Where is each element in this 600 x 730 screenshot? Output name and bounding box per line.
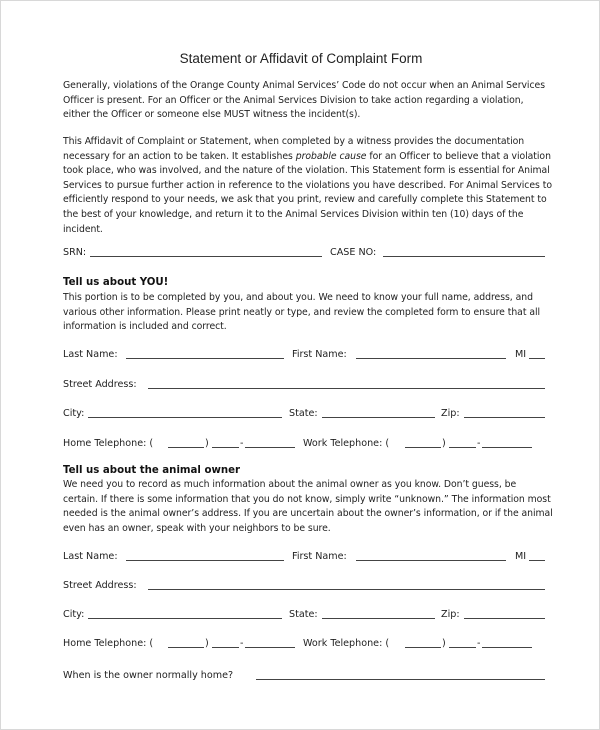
form-title: Statement or Affidavit of Complaint Form bbox=[179, 51, 423, 66]
you-city-field[interactable] bbox=[88, 417, 282, 418]
close-paren: ) bbox=[205, 638, 209, 649]
you-work-tel-number-field[interactable] bbox=[482, 447, 532, 448]
owner-city-field[interactable] bbox=[88, 618, 282, 619]
section-owner-heading: Tell us about the animal owner bbox=[63, 465, 241, 476]
you-mi-label: MI bbox=[515, 349, 527, 360]
owner-city-label: City: bbox=[63, 609, 85, 620]
owner-zip-field[interactable] bbox=[464, 618, 545, 619]
case-no-label: CASE NO: bbox=[330, 247, 377, 258]
you-work-tel-prefix-field[interactable] bbox=[449, 447, 476, 448]
intro-p2-text: This Affidavit of Complaint or Statement, when completed by a witness provides the documentation necessary for an action to be taken. It establishes bbox=[63, 136, 525, 162]
intro-p2-text-rest: for an Officer to believe that a violation took place, who was involved, and the nature of the violation. This Statement form is essential for Animal Services to pursue further action in reference to the violations you have described. For Animal Services to efficiently respond to your needs, we ask that you print, review and carefully complete this Statement to the best of your knowledge, and return it to the Animal Services Division within ten (10) days of the incident. bbox=[63, 150, 552, 235]
owner-home-tel-number-field[interactable] bbox=[245, 647, 295, 648]
ids-row bbox=[63, 244, 545, 258]
owner-normally-home-row bbox=[63, 667, 545, 681]
you-mi-field[interactable] bbox=[529, 358, 545, 359]
you-city-row bbox=[63, 405, 545, 419]
intro-paragraph-2 bbox=[63, 135, 553, 237]
owner-zip-label: Zip: bbox=[441, 609, 460, 620]
owner-work-tel-area-field[interactable] bbox=[405, 647, 441, 648]
you-state-field[interactable] bbox=[322, 417, 435, 418]
you-street-label: Street Address: bbox=[63, 379, 137, 390]
section-owner-text: We need you to record as much information about the animal owner as you know. Don’t guess, be certain. If there is some information that you do not know, simply write “unknown.” The information most needed is the animal owner’s address. If you are uncertain about the owner’s information, or if the animal even has an owner, speak with your neighbors to be sure. bbox=[63, 479, 553, 534]
you-first-name-field[interactable] bbox=[356, 358, 506, 359]
you-last-name-label: Last Name: bbox=[63, 349, 118, 360]
owner-street-label: Street Address: bbox=[63, 580, 137, 591]
dash: - bbox=[477, 638, 481, 649]
you-phone-row bbox=[63, 435, 545, 449]
you-first-name-label: First Name: bbox=[292, 349, 347, 360]
you-zip-label: Zip: bbox=[441, 408, 460, 419]
owner-home-tel-area-field[interactable] bbox=[168, 647, 204, 648]
case-no-field[interactable] bbox=[383, 256, 545, 257]
owner-first-name-label: First Name: bbox=[292, 551, 347, 562]
you-home-tel-area-field[interactable] bbox=[168, 447, 204, 448]
probable-cause-italic: probable cause bbox=[295, 150, 367, 162]
owner-phone-row bbox=[63, 635, 545, 649]
owner-street-row bbox=[63, 577, 545, 591]
you-street-field[interactable] bbox=[148, 388, 545, 389]
you-last-name-field[interactable] bbox=[126, 358, 284, 359]
owner-city-row bbox=[63, 606, 545, 620]
you-street-row bbox=[63, 376, 545, 390]
srn-field[interactable] bbox=[90, 256, 322, 257]
you-name-row bbox=[63, 346, 545, 360]
owner-first-name-field[interactable] bbox=[356, 560, 506, 561]
owner-state-label: State: bbox=[289, 609, 318, 620]
owner-last-name-field[interactable] bbox=[126, 560, 284, 561]
owner-last-name-label: Last Name: bbox=[63, 551, 118, 562]
close-paren: ) bbox=[442, 438, 446, 449]
owner-home-tel-prefix-field[interactable] bbox=[212, 647, 239, 648]
you-home-tel-label: Home Telephone: ( bbox=[63, 438, 154, 449]
you-home-tel-number-field[interactable] bbox=[245, 447, 295, 448]
section-you-heading: Tell us about YOU! bbox=[63, 277, 169, 288]
you-state-label: State: bbox=[289, 408, 318, 419]
owner-normally-home-field[interactable] bbox=[256, 679, 545, 680]
owner-work-tel-label: Work Telephone: ( bbox=[303, 638, 390, 649]
you-city-label: City: bbox=[63, 408, 85, 419]
srn-label: SRN: bbox=[63, 247, 87, 258]
close-paren: ) bbox=[442, 638, 446, 649]
you-work-tel-area-field[interactable] bbox=[405, 447, 441, 448]
owner-street-field[interactable] bbox=[148, 589, 545, 590]
section-you-text: This portion is to be completed by you, and about you. We need to know your full name, address, and various other information. Please print neatly or type, and review the completed form to ensure that all information is included and correct. bbox=[63, 292, 541, 333]
owner-state-field[interactable] bbox=[322, 618, 435, 619]
dash: - bbox=[240, 438, 244, 449]
owner-home-tel-label: Home Telephone: ( bbox=[63, 638, 154, 649]
owner-name-row bbox=[63, 548, 545, 562]
intro-paragraph-1: Generally, violations of the Orange County Animal Services’ Code do not occur when an Animal Services Officer is present. For an Officer or the Animal Services Division to take action regarding a violation, either the Officer or someone else MUST witness the incident(s). bbox=[63, 80, 545, 121]
owner-normally-home-label: When is the owner normally home? bbox=[63, 670, 234, 681]
owner-work-tel-number-field[interactable] bbox=[482, 647, 532, 648]
you-work-tel-label: Work Telephone: ( bbox=[303, 438, 390, 449]
dash: - bbox=[477, 438, 481, 449]
you-zip-field[interactable] bbox=[464, 417, 545, 418]
owner-work-tel-prefix-field[interactable] bbox=[449, 647, 476, 648]
owner-mi-label: MI bbox=[515, 551, 527, 562]
close-paren: ) bbox=[205, 438, 209, 449]
owner-mi-field[interactable] bbox=[529, 560, 545, 561]
dash: - bbox=[240, 638, 244, 649]
you-home-tel-prefix-field[interactable] bbox=[212, 447, 239, 448]
